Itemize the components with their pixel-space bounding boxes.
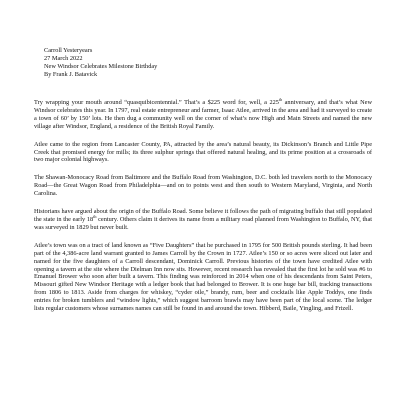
paragraph-text: century. Others claim it derives its name from a military road planned from Washington to Buffalo, NY, that was surveyed in 1829 but never built. — [34, 215, 373, 231]
paragraph-text: Try wrapping your mouth around “quasquibicentennial.” That’s a $225 word for, well, a 225 — [34, 99, 279, 106]
paragraph-text: Atlee’s town was on a tract of land known as “Five Daughters” that he purchased in 1795 for 500 British pounds sterling. It had been part of the 4,386-acre land warrant granted to James Carroll by the Crown in 1727. Atlee’s 150 or so acres were sliced out later and named for the five daughters of a Carroll descendant, Dominick Carroll. Previous histories of the town have credited Atlee with opening a tavern at the site where the Dielman Inn now sits. However, recent research has revealed that the first lot he sold was #6 to Emanuel Brower who soon after built a tavern. This finding was reinforced in 2014 when one of his descendants from Saint Peters, Missouri gifted New Windsor Heritage with a ledger book that had belonged to Brower. It is one huge bar bill, tracking transactions from 1806 to 1813. Aside from charges for whiskey, “cyder oile,” brandy, rum, beer and cocktails like Apple Toddys, one finds entries for broken tumblers and “window lights,” which suggest barroom brawls may have been part of the local scene. The ledger lists regular customers whose surnames names can still be found in and around the town. Hibberd, Baile, Yingling, and Frizell. — [34, 241, 372, 313]
article-date: 27 March 2022 — [44, 54, 83, 62]
article-body — [34, 96, 373, 323]
article-byline: By Frank J. Batavick — [44, 70, 98, 78]
ordinal-suffix: th — [278, 96, 283, 102]
article-paragraph — [34, 242, 372, 313]
paragraph-text: anniversary, and that’s what New Windsor celebrates this year. In 1797, real estate entrepreneur and farmer, Isaac Atlee, arrived in the area and had it surveyed to create a town of 60’ by 150’ lots. He then dug a community well on the corner of what’s now High and Main Streets and named the new village after Windsor, England, a residence of the British Royal Family. — [34, 99, 372, 130]
ordinal-suffix: th — [93, 213, 97, 219]
article-paragraph — [34, 208, 372, 232]
article-paragraph — [34, 141, 372, 165]
article-title: New Windsor Celebrates Milestone Birthday — [44, 62, 158, 70]
paragraph-text: Historians have argued about the origin of the Buffalo Road. Some believe it follows the path of migrating buffalo that still populated the state in the early 18 — [34, 208, 372, 223]
article-paragraph — [34, 174, 372, 198]
paragraph-text: Atlee came to the region from Lancaster County, PA, attracted by the area’s natural beauty, its Dickinson’s Branch and Little Pipe Creek that promised energy for mills; its three sulphur springs that offered natural healing, and its prime position at a crossroads of two major colonial highways. — [34, 140, 372, 164]
paragraph-text: The Shawan-Monocacy Road from Baltimore and the Buffalo Road from Washington, D.C. both led travelers north to the Monocacy Road—the Great Wagon Road from Philadelphia—and on to points west and then south to Western Maryland, Virginia, and North Carolina. — [34, 174, 372, 198]
article-header — [44, 47, 364, 79]
publication-name: Carroll Yesteryears — [44, 47, 93, 54]
article-paragraph — [34, 96, 372, 131]
